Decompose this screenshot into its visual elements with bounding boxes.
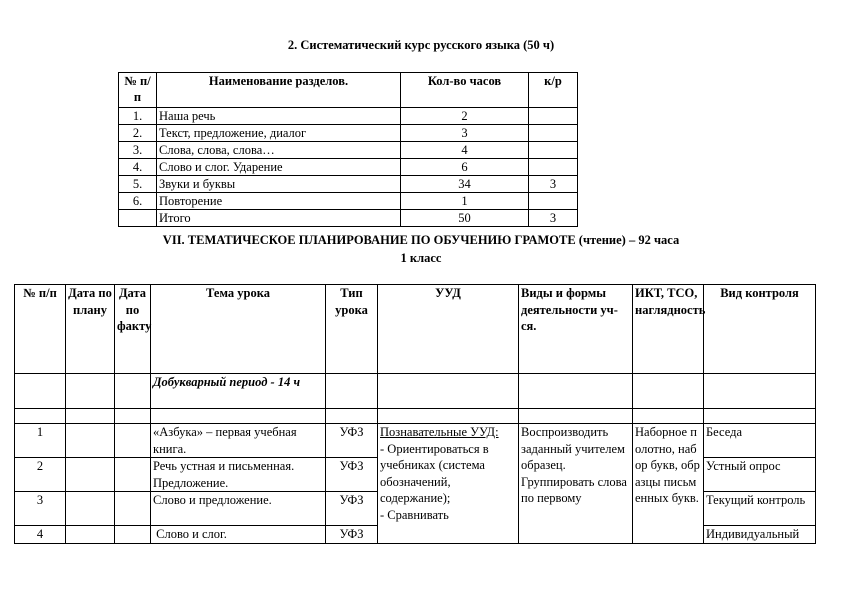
row-kr bbox=[529, 125, 578, 142]
plan-table-header bbox=[15, 285, 816, 374]
table-row bbox=[119, 159, 578, 176]
lesson-type: УФЗ bbox=[326, 526, 378, 544]
row-name: Звуки и буквы bbox=[157, 176, 401, 193]
table-row bbox=[119, 125, 578, 142]
row-hours: 2 bbox=[401, 108, 529, 125]
row-hours: 1 bbox=[401, 193, 529, 210]
row-hours: 34 bbox=[401, 176, 529, 193]
header-date-fact: Дата по факту bbox=[115, 285, 151, 374]
header-control: Вид контроля bbox=[704, 285, 816, 374]
empty-row bbox=[15, 409, 816, 424]
lesson-topic: Слово и слог. bbox=[151, 526, 326, 544]
uud-label: Познавательные УУД: bbox=[380, 425, 499, 439]
lesson-type: УФЗ bbox=[326, 424, 378, 458]
plan-title: VII. ТЕМАТИЧЕСКОЕ ПЛАНИРОВАНИЕ ПО ОБУЧЕНИЮ ГРАМОТЕ (чтение) – 92 часа bbox=[162, 233, 680, 247]
lesson-num: 1 bbox=[15, 424, 66, 458]
lesson-topic: Слово и предложение. bbox=[151, 492, 326, 526]
header-hours: Кол-во часов bbox=[401, 73, 529, 108]
row-num: 5. bbox=[119, 176, 157, 193]
row-num: 6. bbox=[119, 193, 157, 210]
header-num: № п/п bbox=[15, 285, 66, 374]
lesson-control: Текущий контроль bbox=[704, 492, 816, 526]
table-row bbox=[119, 142, 578, 159]
row-name: Повторение bbox=[157, 193, 401, 210]
row-kr: 3 bbox=[529, 176, 578, 193]
course-table bbox=[118, 72, 578, 227]
row-num: 1. bbox=[119, 108, 157, 125]
row-name: Текст, предложение, диалог bbox=[157, 125, 401, 142]
row-kr: 3 bbox=[529, 210, 578, 227]
row-hours: 3 bbox=[401, 125, 529, 142]
uud-text-1: - Ориентироваться в учебниках (система обозначений, содержание); bbox=[380, 441, 489, 505]
ikt-text: Наборное полотно, набор букв, образцы письменных букв. bbox=[633, 424, 704, 544]
section-title: 2. Систематический курс русского языка (50 ч) bbox=[287, 38, 555, 52]
row-kr bbox=[529, 193, 578, 210]
lesson-topic: Речь устная и письменная. Предложение. bbox=[151, 458, 326, 492]
row-kr bbox=[529, 108, 578, 125]
lesson-num: 4 bbox=[15, 526, 66, 544]
period-label: Добукварный период - 14 ч bbox=[151, 374, 326, 409]
activity-text-2: Группировать слова по первому bbox=[521, 474, 627, 505]
lesson-topic: «Азбука» – первая учебная книга. bbox=[151, 424, 326, 458]
table-row bbox=[119, 176, 578, 193]
period-row bbox=[15, 374, 816, 409]
table-row-total bbox=[119, 210, 578, 227]
row-kr bbox=[529, 159, 578, 176]
row-kr bbox=[529, 142, 578, 159]
header-topic: Тема урока bbox=[151, 285, 326, 374]
row-num bbox=[119, 210, 157, 227]
lesson-type: УФЗ bbox=[326, 458, 378, 492]
lesson-control: Устный опрос bbox=[704, 458, 816, 492]
row-name: Слова, слова, слова… bbox=[157, 142, 401, 159]
grade-title: 1 класс bbox=[400, 251, 442, 265]
uud-text-2: - Сравнивать bbox=[380, 507, 449, 522]
row-num: 2. bbox=[119, 125, 157, 142]
header-num: № п/п bbox=[119, 73, 157, 108]
header-ikt: ИКТ, ТСО, наглядность bbox=[633, 285, 704, 374]
activity-text-1: Воспроизводить заданный учителем образец. bbox=[521, 425, 625, 472]
row-num: 4. bbox=[119, 159, 157, 176]
table-row bbox=[119, 108, 578, 125]
header-type: Тип урока bbox=[326, 285, 378, 374]
header-kr: к/р bbox=[529, 73, 578, 108]
table-row bbox=[119, 193, 578, 210]
header-activity: Виды и формы деятельности уч-ся. bbox=[519, 285, 633, 374]
header-date-plan: Дата по плану bbox=[66, 285, 115, 374]
course-table-header bbox=[119, 73, 578, 108]
lesson-control: Индивидуальный bbox=[704, 526, 816, 544]
lesson-control: Беседа bbox=[704, 424, 816, 458]
row-num: 3. bbox=[119, 142, 157, 159]
header-uud: УУД bbox=[378, 285, 519, 374]
plan-table bbox=[14, 284, 816, 544]
lesson-num: 2 bbox=[15, 458, 66, 492]
header-section-name: Наименование разделов. bbox=[157, 73, 401, 108]
row-hours: 4 bbox=[401, 142, 529, 159]
lesson-type: УФЗ bbox=[326, 492, 378, 526]
row-name: Слово и слог. Ударение bbox=[157, 159, 401, 176]
row-name: Наша речь bbox=[157, 108, 401, 125]
row-hours: 6 bbox=[401, 159, 529, 176]
row-hours: 50 bbox=[401, 210, 529, 227]
table-row bbox=[15, 424, 816, 458]
lesson-num: 3 bbox=[15, 492, 66, 526]
row-name: Итого bbox=[157, 210, 401, 227]
